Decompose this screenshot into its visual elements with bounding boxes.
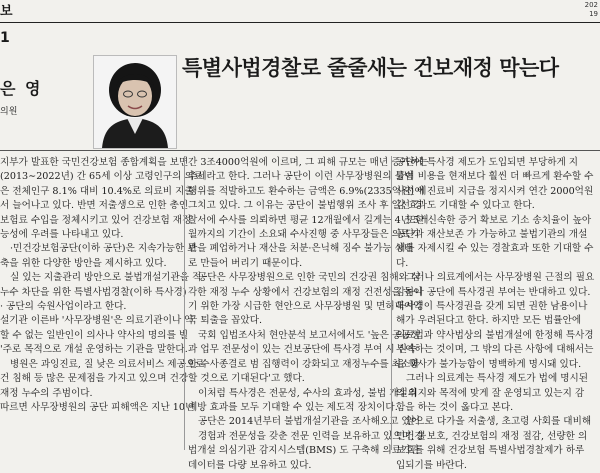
article-text-line: 행위를 적발하고도 환수하는 금액은 6.9%(2335억원) 에 — [188, 185, 427, 197]
article-text-line: 공단은 2014년부터 불법개설기관을 조사해오고 있어 — [198, 416, 420, 428]
article-text-line: 할 수 없는 일반인이 의사나 약사의 명의를 빌 — [0, 329, 189, 341]
article-text-line: 체를 자제시킬 수 있는 경찰효과 또한 기대할 수 — [396, 243, 594, 255]
article-text-line: 공단과 재산보존 가 가능하고 불법기관의 개설 — [396, 229, 588, 241]
headline-divider — [0, 150, 600, 151]
article-text-line: 국회 입법조사처 현안분석 보고서에서도 '높은 공공성 — [198, 329, 420, 341]
article-text-line: 그치고 있다. 그 이유는 공단이 불법행위 조사 후 일선 경 — [188, 200, 423, 212]
article-text-line: · 공단의 숙원사업이라고 한다. — [0, 301, 127, 313]
article-text-line: 축을 위한 다양한 방안을 제시하고 있다. — [0, 257, 167, 269]
article-headline: 특별사법경찰로 줄줄새는 건보재정 막는다 — [182, 56, 559, 80]
article-column-3 — [396, 156, 600, 471]
article-text-line: 실 있는 지출관리 방안으로 불법개설기관을 적 — [10, 272, 202, 284]
article-text-line: 공단은 사무장병원으로 인한 국민의 건강권 침해와 심 — [198, 272, 421, 284]
article-text-line: 해가 우려된다고 한다. 하지만 모든 법률안에 — [396, 315, 582, 327]
article-text-line: 누수 차단을 위한 특별사법경찰(이하 특사경) — [0, 286, 187, 298]
article-text-line: 월까지의 기간이 소요돼 수사진행 중 사무장들은 의료기 — [188, 229, 420, 241]
author-portrait-image — [94, 56, 176, 148]
article-text-line: 보호를 위해 건강보험 특별사법경찰제가 하루 — [396, 445, 585, 457]
article-text-line: 감 효과도 기대할 수 있다고 한다. — [396, 200, 535, 212]
article-text-line: 감하나 공단에 특사경권 부여는 반대하고 있다. — [396, 286, 591, 298]
article-text-line: 국 퇴출을 꼽았다. — [188, 315, 263, 327]
article-text-line: 관을 폐업하거나 재산을 처분·은닉해 징수 불가능 상태 — [188, 243, 414, 255]
article-text-line: 법개설 의심기관 감지시스템(BMS) 도 구축해 의료기관 — [188, 445, 420, 457]
article-text-line: 보험료 수입을 정체시키고 있어 건강보험 재정 — [0, 214, 192, 226]
article-text-line: (2013∼2022년) 간 65세 이상 고령인구의 의료 — [0, 171, 204, 183]
article-text-line: 따르면 사무장병원의 공단 피해액은 지난 10년 — [0, 401, 195, 413]
article-text-line: '주로 목적으로 개설 운영하는 기관을 말한다. — [0, 344, 188, 356]
article-text-line: 다. — [396, 257, 409, 269]
article-text-line: 할 것으로 기대된다'고 했다. — [188, 373, 305, 385]
article-text-line: 또한 신속한 증거 확보로 기소 송치율이 높아 — [406, 214, 592, 226]
article-text-line: 급여 비용을 현재보다 훨씬 더 빠르게 환수할 수 — [396, 171, 594, 183]
article-text-line: 사전에 진료비 지급을 정지시켜 연간 2000억원 — [396, 185, 594, 197]
article-text-line: 공단에 특사경 제도가 도입되면 부당하게 지 — [396, 157, 579, 168]
article-text-line: 과 업무 전문성이 있는 건보공단에 특사경 부여 시 신속 — [188, 344, 417, 356]
article-text-line: 그러나 의료계에서는 사무장병원 근절의 필요 — [406, 272, 595, 284]
article-text-line: 재정 누수의 주범이다. — [0, 387, 93, 399]
article-text-line: 한 수사종결로 범 집행력이 강화되고 재정누수를 최소화 — [188, 358, 420, 370]
article-text-line: 찰서에 수사를 의뢰하면 평균 12개월에서 길게는 4년 5개 — [188, 214, 429, 226]
article-text-line: 경험과 전문성을 갖춘 전문 인력을 보유하고 있으며, 불 — [198, 430, 427, 442]
author-role: 의원 — [0, 107, 18, 117]
article-text-line: 을 행사가 불가능함이 명백하게 명시돼 있다. — [396, 358, 582, 370]
section-number: 1 — [0, 30, 10, 46]
article-text-line: 민건강 보호, 건강보험의 재정 절감, 선량한 의 — [396, 430, 588, 442]
article-text-line: 병원은 과잉진료, 질 낮은 의료서비스 제공으로 — [10, 358, 205, 370]
article-column-1 — [0, 156, 205, 450]
masthead-section-label: 보 — [0, 4, 13, 19]
author-photo — [93, 55, 177, 149]
article-text-line: 예방 효과를 모두 기대할 수 있는 제도적 장치이다. — [188, 401, 398, 413]
article-text-line: 능성에 우려를 나타내고 있다. — [0, 229, 124, 241]
author-name: 은 영 — [0, 79, 43, 98]
article-text-line: 입되기를 바란다. — [396, 459, 467, 471]
column-divider — [391, 156, 392, 450]
masthead-date-line1: 202 — [584, 1, 598, 9]
article-text-line: 의 취지와 목적에 맞게 잘 운영되고 있는지 감 — [396, 387, 585, 399]
masthead-date — [585, 1, 598, 19]
article-text-line: 의료법과 약사법상의 불법개설에 한정해 특사경 — [396, 329, 594, 341]
article-text-line: 설기관 이른바 '사무장병원'은 의료기관이나 약 — [0, 315, 194, 327]
article-text-line: 그러나 의료계는 특사경 제도가 법에 명시된 — [406, 373, 589, 385]
masthead-date-line2: 19 — [589, 10, 598, 18]
article-text-line: 부여하는 것이며, 그 밖의 다른 사항에 대해서는 — [396, 344, 594, 356]
article-text-line: 함을 하는 것이 옳다고 본다. — [396, 401, 514, 413]
article-text-line: ·민건강보험공단(이하 공단)은 지속가능한 보 — [10, 243, 197, 255]
article-text-line: 데이터를 다량 보유하고 있다. — [188, 459, 312, 471]
article-text-line: 은 전체인구 8.1% 대비 10.4%로 의료비 지출 — [0, 185, 194, 197]
article-text-line: 각한 재정 누수 상황에서 건강보험의 재정 건전성을 높이 — [188, 286, 423, 298]
article-text-line: 간 3조4000억원에 이르며, 그 피해 규모는 매년 증가하는 — [188, 157, 429, 168]
article-text-line: 기 위한 가장 시급한 현안으로 사무장병원 및 면허대여약 — [188, 301, 423, 313]
newspaper-masthead — [0, 0, 600, 23]
column-divider — [184, 156, 185, 450]
article-text-line: 지부가 발표한 국민건강보험 종합계획을 보면 — [0, 157, 189, 168]
article-column-2 — [188, 156, 429, 471]
article-text-line: 추세라고 한다. 그러나 공단이 이런 사무장병원의 불법 — [188, 171, 414, 183]
article-text-line: 서 늘어나고 있다. 반면 저출생으로 인한 총인 — [0, 200, 189, 212]
article-text-line: 이처럼 특사경은 전문성, 수사의 효과성, 불법 개설의 — [198, 387, 418, 399]
article-text-line: 로 만들어 버리기 때문이다. — [188, 257, 303, 269]
article-text-line: 건 침해 등 많은 문제점을 가지고 있으며 건강 — [0, 373, 189, 385]
article-text-line: 특사경이 특사경권을 갖게 되면 권한 남용이나 — [396, 301, 588, 313]
article-text-line: 앞으로 다가올 저출생, 초고령 사회를 대비해 — [406, 416, 592, 428]
